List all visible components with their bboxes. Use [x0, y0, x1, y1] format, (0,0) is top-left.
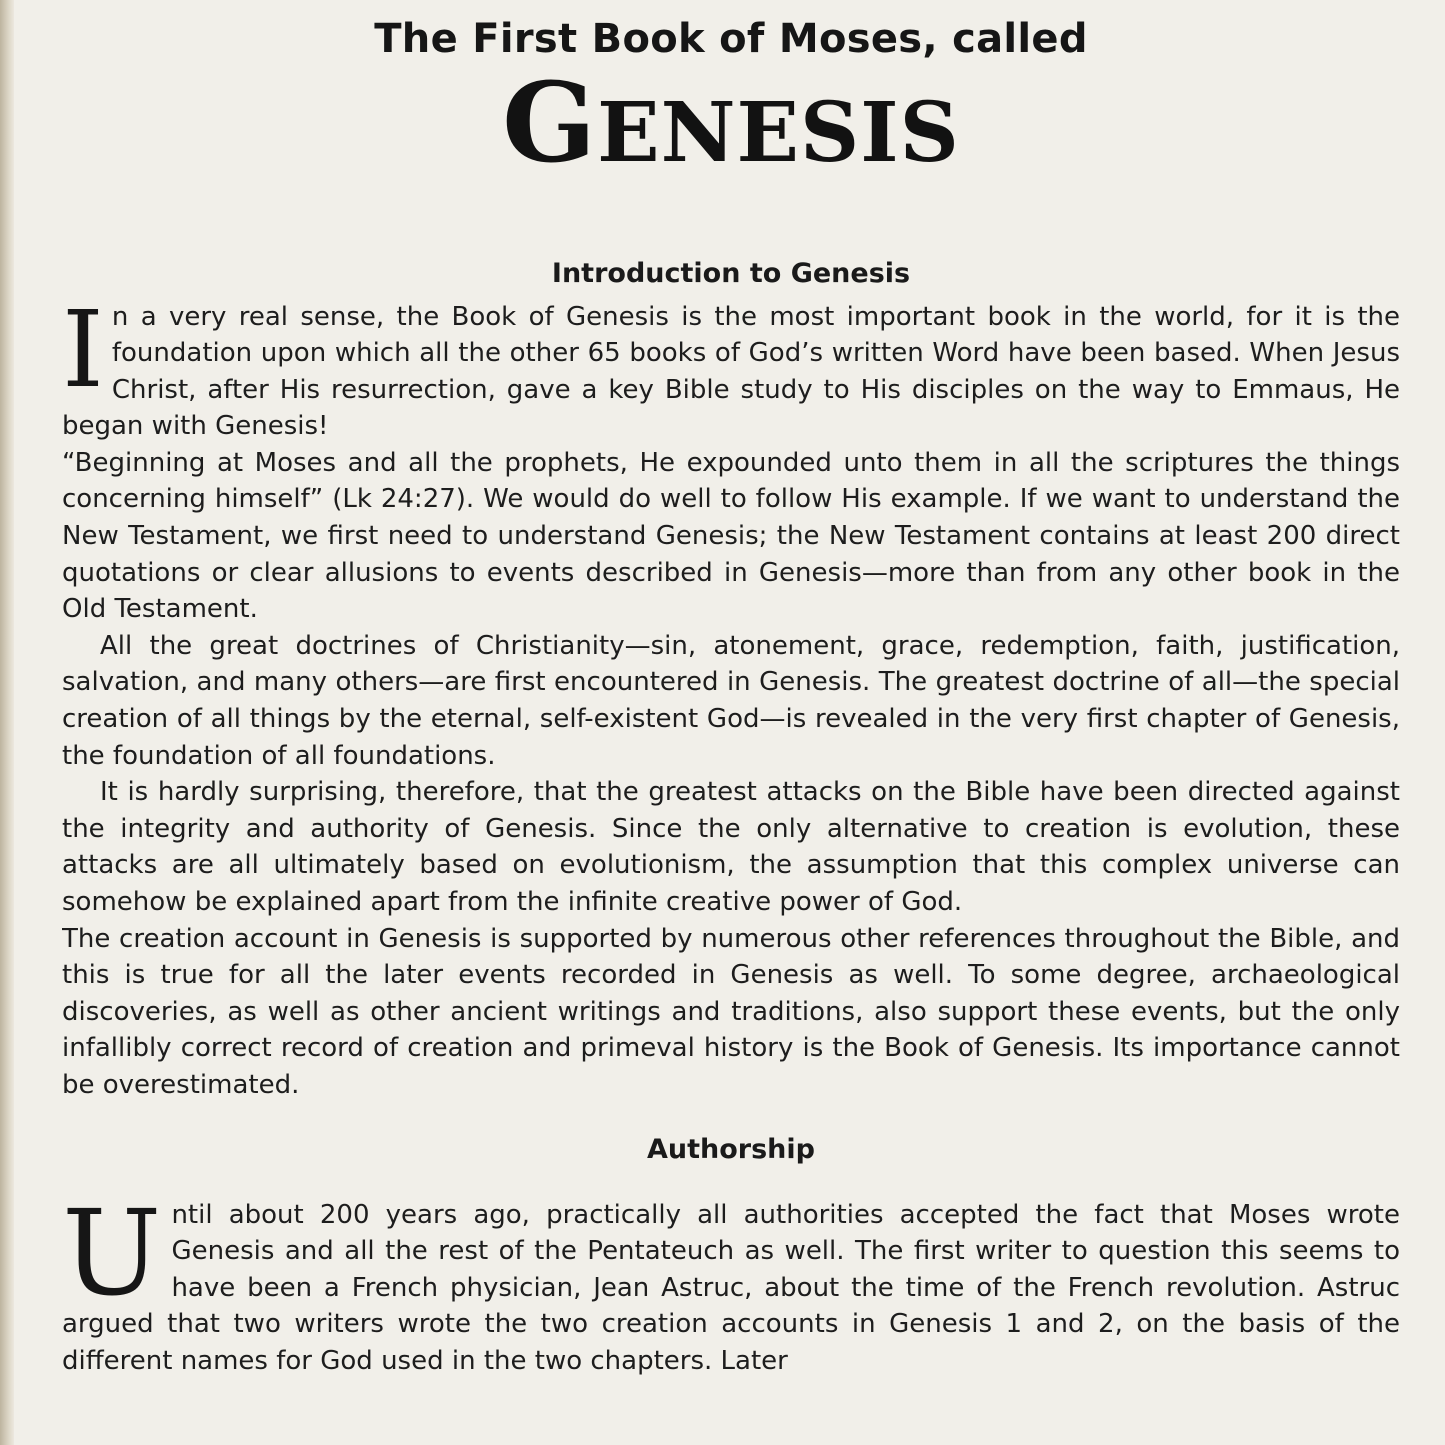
authorship-heading: Authorship [647, 1133, 815, 1165]
book-page [62, 0, 1400, 1445]
introduction-paragraph: “Beginning at Moses and all the prophets, He expounded unto them in all the scriptures the things concerning himself” (Lk 24:27). We would do well to follow His example. If we want to understand the New Testament, we first need to understand Genesis; the New Testament contains at least 200 direct quotations or clear allusions to events described in Genesis—more than from any other book in the Old Testament. [62, 447, 1400, 625]
introduction-paragraph-text: n a very real sense, the Book of Genesis is the most important book in the world, for it is the foundation upon which all the other 65 books of God’s written Word have been based. When Jesus Christ, after His resurrection, gave a key Bible study to His disciples on the way to Emmaus, He began with Genesis! [62, 301, 1400, 442]
drop-cap-letter: U [62, 1183, 162, 1322]
introduction-heading: Introduction to Genesis [551, 257, 911, 289]
drop-cap-letter: I [62, 287, 104, 411]
page-gutter-edge [0, 0, 14, 1445]
authorship-paragraph [62, 1183, 1400, 1380]
book-title: The First Book of Moses, called [374, 16, 1088, 62]
introduction-paragraph: All the great doctrines of Christianity—sin, atonement, grace, redemption, faith, justification, salvation, and many others—are first encountered in Genesis. The greatest doctrine of all—the special creation of all things by the eternal, self-existent God—is revealed in the very first chapter of Genesis, the foundation of all foundations. [62, 630, 1400, 771]
introduction-paragraph [62, 287, 1400, 445]
introduction-paragraph: It is hardly surprising, therefore, that the greatest attacks on the Bible have been directed against the integrity and authority of Genesis. Since the only alternative to creation is evolution, these attacks are all ultimately based on evolutionism, the assumption that this complex universe can somehow be explained apart from the infinite creative power of God. [62, 777, 1400, 917]
introduction-body [62, 287, 1400, 1104]
genesis-title-rest: ENESIS [597, 85, 960, 181]
authorship-body [62, 1183, 1400, 1380]
introduction-paragraph: The creation account in Genesis is supported by numerous other references throughout the Bible, and this is true for all the later events recorded in Genesis as well. To some degree, archaeological discoveries, as well as other ancient writings and traditions, also support these events, but the only infallibly correct record of creation and primeval history is the Book of Genesis. Its importance cannot be overestimated. [62, 923, 1400, 1100]
authorship-paragraph-text: ntil about 200 years ago, practically all authorities accepted the fact that Moses wrote Genesis and all the rest of the Pentateuch as well. The first writer to question this seems to have been a French physician, Jean Astruc, about the time of the French revolution. Astruc argued that two writers wrote the two creation accounts in Genesis 1 and 2, on the basis of the different names for God used in the two chapters. Later [62, 1199, 1400, 1376]
genesis-title [62, 54, 1400, 192]
genesis-title-initial: G [502, 58, 598, 187]
